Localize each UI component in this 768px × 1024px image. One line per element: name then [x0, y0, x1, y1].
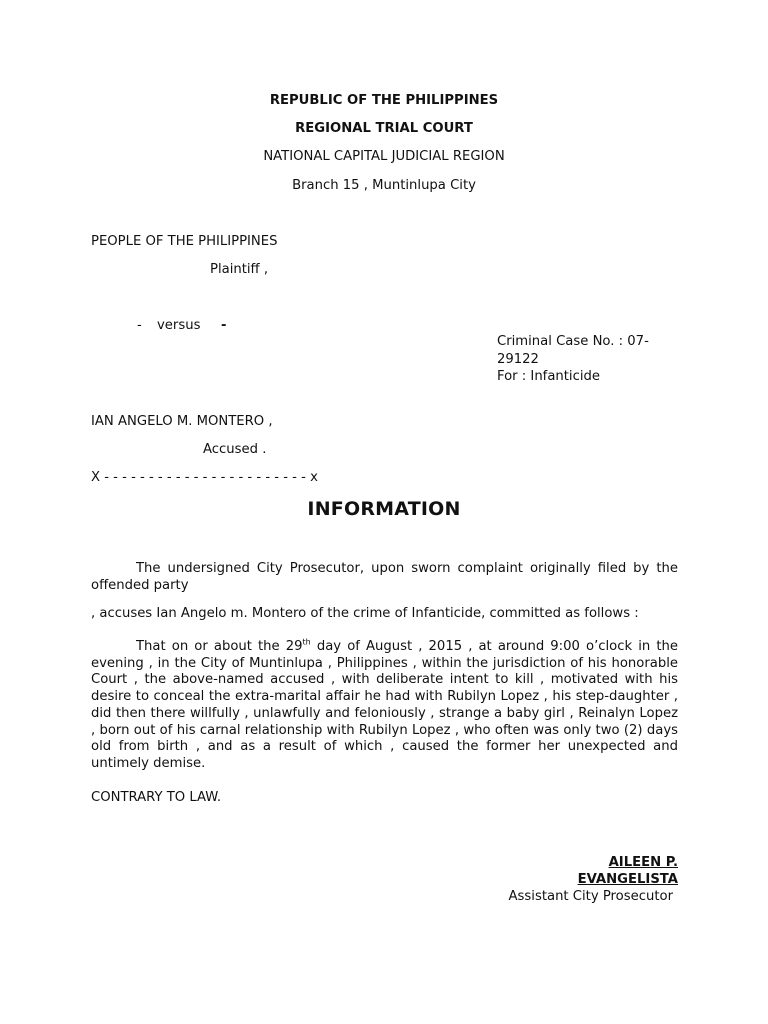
header-region: NATIONAL CAPITAL JUDICIAL REGION — [263, 149, 505, 164]
document-title: INFORMATION — [307, 498, 461, 520]
plaintiff-name: PEOPLE OF THE PHILIPPINES — [91, 234, 278, 249]
signatory-name-line2: EVANGELISTA — [577, 872, 678, 887]
facts-text-start: That on or about the 29 — [136, 639, 303, 654]
facts-text-rest: day of August , 2015 , at around 9:00 o’clock in the evening , in the City of Muntinlupa , Philippines , within the jurisdiction of his honorable Court , the above-named accused , with deliberate intent to kill , motivated with his desire to conceal the extra-marital affair he had with Rubilyn Lopez , his step-daughter , did then there willfully , unlawfully and feloniously , strange a baby girl , Reinalyn Lopez , born out of his carnal relationship with Rubilyn Lopez , who often was only two (2) days old from birth , and as a result of which , caused the former her unexpected and untimely demise. — [91, 639, 678, 771]
header-branch: Branch 15 , Muntinlupa City — [292, 178, 476, 193]
closing-statement: CONTRARY TO LAW. — [91, 790, 222, 805]
versus-dash-right: - — [221, 318, 227, 333]
case-number-line2: 29122 — [497, 352, 539, 367]
paragraph-intro: The undersigned City Prosecutor, upon sworn complaint originally filed by the offended party — [91, 561, 678, 593]
versus-label: versus — [157, 318, 201, 333]
facts-ordinal-suffix: th — [302, 637, 311, 647]
header-court: REGIONAL TRIAL COURT — [295, 121, 473, 136]
versus-dash-left: - — [137, 318, 142, 333]
paragraph-facts — [91, 639, 678, 773]
signatory-position: Assistant City Prosecutor — [508, 889, 673, 904]
plaintiff-role: Plaintiff , — [210, 262, 269, 277]
accused-name: IAN ANGELO M. MONTERO , — [91, 414, 273, 429]
case-offense: For : Infanticide — [497, 369, 600, 384]
paragraph-accusation: , accuses Ian Angelo m. Montero of the crime of Infanticide, committed as follows : — [91, 606, 639, 621]
case-number-line1: Criminal Case No. : 07- — [497, 334, 649, 349]
signatory-name-line1: AILEEN P. — [608, 855, 678, 870]
header-republic: REPUBLIC OF THE PHILIPPINES — [269, 93, 499, 108]
caption-separator: X - - - - - - - - - - - - - - - - - - - - - - - x — [91, 470, 318, 485]
accused-role: Accused . — [203, 442, 267, 457]
